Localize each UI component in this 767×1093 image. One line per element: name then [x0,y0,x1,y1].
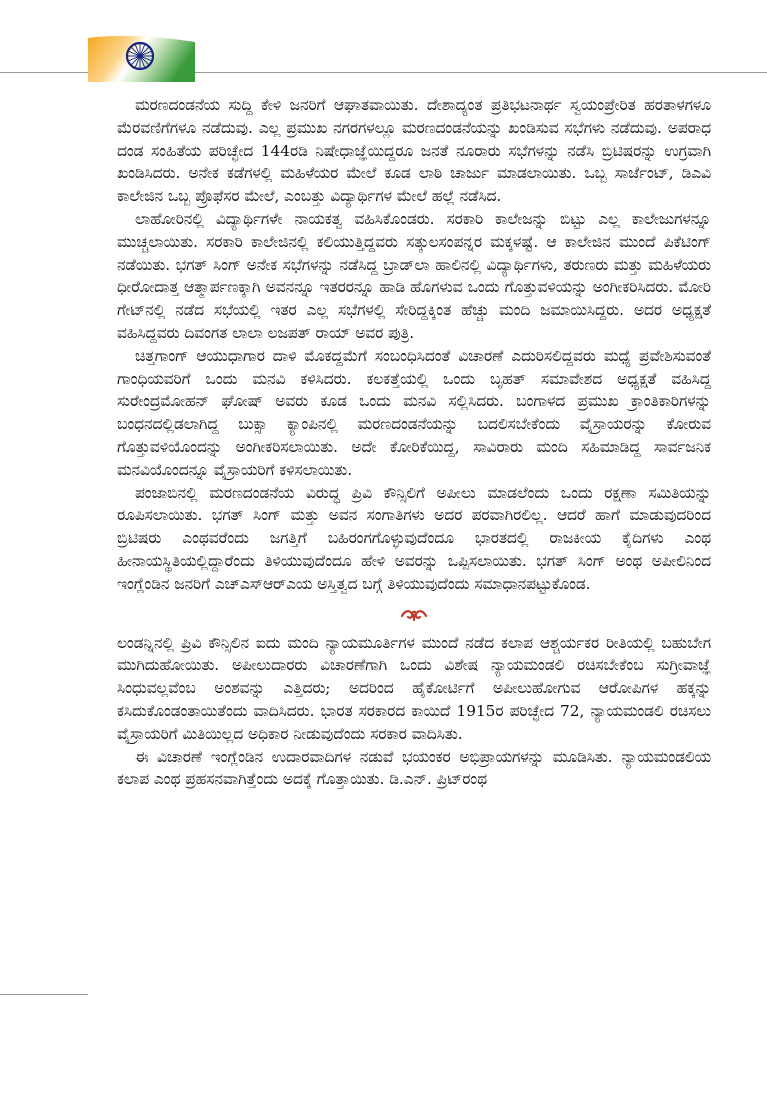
page-body [117,94,711,791]
footer-rule [0,994,88,995]
floral-ornament-icon [399,607,429,623]
section-divider [117,604,711,626]
paragraph-4: ಪಂಜಾಬಿನಲ್ಲಿ ಮರಣದಂಡನೆಯ ವಿರುದ್ಧ ಪ್ರಿವಿ ಕೌನ್ಸಿಲಿಗೆ ಅಪೀಲು ಮಾಡಲೆಂದು ಒಂದು ರಕ್ಷಣಾ ಸಮಿತಿಯನ್ನು ರೂಪಿಸಲಾಯಿತು. ಭಗತ್ ಸಿಂಗ್ ಮತ್ತು ಅವನ ಸಂಗಾತಿಗಳು ಅದರ ಪರವಾಗಿರಲಿಲ್ಲ. ಆದರೆ ಹಾಗೆ ಮಾಡುವುದರಿಂದ ಬ್ರಿಟಿಷರು ಎಂಥವರೆಂದು ಜಗತ್ತಿಗೆ ಬಹಿರಂಗಗೊಳ್ಳುವುದೆಂದೂ ಭಾರತದಲ್ಲಿ ರಾಜಕೀಯ ಕೈದಿಗಳು ಎಂಥ ಹೀನಾಯಸ್ಥಿತಿಯಲ್ಲಿದ್ದಾರೆಂದು ತಿಳಿಯುವುದೆಂದೂ ಹೇಳಿ ಅವರನ್ನು ಒಪ್ಪಿಸಲಾಯಿತು. ಭಗತ್ ಸಿಂಗ್ ಅಂಥ ಅಪೀಲಿನಿಂದ ಇಂಗ್ಲೆಂಡಿನ ಜನರಿಗೆ ಎಚ್‌ಎಸ್‌ಆರ್‌ಎಯ ಅಸ್ತಿತ್ವದ ಬಗ್ಗೆ ತಿಳಿಯುವುದೆಂದು ಸಮಾಧಾನಪಟ್ಟುಕೊಂಡ. [117,483,711,593]
india-flag-logo [88,34,195,82]
paragraph-3: ಚಿತ್ತಗಾಂಗ್ ಆಯುಧಾಗಾರ ದಾಳಿ ಮೊಕದ್ದಮೆಗೆ ಸಂಬಂಧಿಸಿದಂತೆ ವಿಚಾರಣೆ ಎದುರಿಸಲಿದ್ದವರು ಮಧ್ಯೆ ಪ್ರವೇಶಿಸುವಂತೆ ಗಾಂಧಿಯವರಿಗೆ ಒಂದು ಮನವಿ ಕಳಿಸಿದರು. ಕಲಕತ್ತೆಯಲ್ಲಿ ಒಂದು ಬೃಹತ್ ಸಮಾವೇಶದ ಅಧ್ಯಕ್ಷತೆ ವಹಿಸಿದ್ದ ಸುರೇಂದ್ರಮೋಹನ್ ಘೋಷ್ ಅವರು ಕೂಡ ಒಂದು ಮನವಿ ಸಲ್ಲಿಸಿದರು. ಬಂಗಾಳದ ಪ್ರಮುಖ ಕ್ರಾಂತಿಕಾರಿಗಳನ್ನು ಬಂಧನದಲ್ಲಿಡಲಾಗಿದ್ದ ಬುಕ್ಸಾ ಕ್ಯಾಂಪಿನಲ್ಲಿ ಮರಣದಂಡನೆಯನ್ನು ಬದಲಿಸಬೇಕೆಂದು ವೈಸ್ರಾಯರನ್ನು ಕೋರುವ ಗೊತ್ತುವಳಿಯೊಂದನ್ನು ಅಂಗೀಕರಿಸಲಾಯಿತು. ಅದೇ ಕೋರಿಕೆಯಿದ್ದ, ಸಾವಿರಾರು ಮಂದಿ ಸಹಿಮಾಡಿದ್ದ ಸಾರ್ವಜನಿಕ ಮನವಿಯೊಂದನ್ನೂ ವೈಸ್ರಾಯರಿಗೆ ಕಳಿಸಲಾಯಿತು. [117,346,711,479]
paragraph-1: ಮರಣದಂಡನೆಯ ಸುದ್ದಿ ಕೇಳಿ ಜನರಿಗೆ ಆಘಾತವಾಯಿತು. ದೇಶಾದ್ಯಂತ ಪ್ರತಿಭಟನಾರ್ಥ ಸ್ವಯಂಪ್ರೇರಿತ ಹರತಾಳಗಳೂ ಮೆರವಣಿಗೆಗಳೂ ನಡೆದುವು. ಎಲ್ಲ ಪ್ರಮುಖ ನಗರಗಳಲ್ಲೂ ಮರಣದಂಡನೆಯನ್ನು ಖಂಡಿಸುವ ಸಭೆಗಳು ನಡೆದುವು. ಅಪರಾಧ ದಂಡ ಸಂಹಿತೆಯ ಪರಿಚ್ಛೇದ 144ರಡಿ ನಿಷೇಧಾಜ್ಞೆಯಿದ್ದರೂ ಜನತೆ ನೂರಾರು ಸಭೆಗಳನ್ನು ನಡೆಸಿ ಬ್ರಿಟಿಷರನ್ನು ಉಗ್ರವಾಗಿ ಖಂಡಿಸಿದರು. ಅನೇಕ ಕಡೆಗಳಲ್ಲಿ ಮಹಿಳೆಯರ ಮೇಲೆ ಕೂಡ ಲಾಠಿ ಚಾರ್ಜು ಮಾಡಲಾಯಿತು. ಒಬ್ಬ ಸಾರ್ಜೆಂಟ್, ಡಿಎವಿ ಕಾಲೇಜಿನ ಒಬ್ಬ ಪ್ರೊಫೆಸರ ಮೇಲೆ, ಎಂಬತ್ತು ವಿದ್ಯಾರ್ಥಿಗಳ ಮೇಲೆ ಹಲ್ಲೆ ನಡೆಸಿದ. [117,96,711,206]
paragraph-6: ಈ ವಿಚಾರಣೆ ಇಂಗ್ಲೆಂಡಿನ ಉದಾರವಾದಿಗಳ ನಡುವೆ ಭಯಂಕರ ಅಭಿಪ್ರಾಯಗಳನ್ನು ಮೂಡಿಸಿತು. ನ್ಯಾಯಮಂಡಲಿಯ ಕಲಾಪ ಎಂಥ ಪ್ರಹಸನವಾಗಿತ್ತೆಂದು ಅದಕ್ಕೆ ಗೊತ್ತಾಯಿತು. ಡಿ.ಎನ್. ಪ್ರಿಟ್‌ರಂಥ [117,747,711,789]
paragraph-2: ಲಾಹೋರಿನಲ್ಲಿ ವಿದ್ಯಾರ್ಥಿಗಳೇ ನಾಯಕತ್ವ ವಹಿಸಿಕೊಂಡರು. ಸರಕಾರಿ ಕಾಲೇಜನ್ನು ಬಿಟ್ಟು ಎಲ್ಲ ಕಾಲೇಜುಗಳನ್ನೂ ಮುಚ್ಚಲಾಯಿತು. ಸರಕಾರಿ ಕಾಲೇಜಿನಲ್ಲಿ ಕಲಿಯುತ್ತಿದ್ದವರು ಸತ್ಕುಲಸಂಪನ್ನರ ಮಕ್ಕಳಷ್ಟೆ. ಆ ಕಾಲೇಜಿನ ಮುಂದೆ ಪಿಕೆಟಿಂಗ್ ನಡೆಯಿತು. ಭಗತ್ ಸಿಂಗ್ ಅನೇಕ ಸಭೆಗಳನ್ನು ನಡೆಸಿದ್ದ ಬ್ರಾಡ್‌ಲಾ ಹಾಲಿನಲ್ಲಿ ವಿದ್ಯಾರ್ಥಿಗಳು, ತರುಣರು ಮತ್ತು ಮಹಿಳೆಯರು ಧೀರೋದಾತ್ತ ಆತ್ಮಾರ್ಪಣಕ್ಕಾಗಿ ಅವನನ್ನೂ ಇತರರನ್ನೂ ಹಾಡಿ ಹೊಗಳುವ ಒಂದು ಗೊತ್ತುವಳಿಯನ್ನು ಅಂಗೀಕರಿಸಿದರು. ಮೋರಿ ಗೇಟ್‌ನಲ್ಲಿ ನಡೆದ ಸಭೆಯಲ್ಲಿ ಇತರ ಎಲ್ಲ ಸಭೆಗಳಲ್ಲಿ ಸೇರಿದ್ದಕ್ಕಿಂತ ಹೆಚ್ಚು ಮಂದಿ ಜಮಾಯಿಸಿದ್ದರು. ಅದರ ಅಧ್ಯಕ್ಷತೆ ವಹಿಸಿದ್ದವರು ದಿವಂಗತ ಲಾಲಾ ಲಜಪತ್ ರಾಯ್ ಅವರ ಪುತ್ರಿ. [117,209,711,342]
paragraph-5: ಲಂಡನ್ನಿನಲ್ಲಿ ಪ್ರಿವಿ ಕೌನ್ಸಿಲಿನ ಐದು ಮಂದಿ ನ್ಯಾಯಮೂರ್ತಿಗಳ ಮುಂದೆ ನಡೆದ ಕಲಾಪ ಆಶ್ಚರ್ಯಕರ ರೀತಿಯಲ್ಲಿ ಬಹುಬೇಗ ಮುಗಿದುಹೋಯಿತು. ಅಪೀಲುದಾರರು ವಿಚಾರಣೆಗಾಗಿ ಒಂದು ವಿಶೇಷ ನ್ಯಾಯಮಂಡಲಿ ರಚಿಸಬೇಕೆಂಬ ಸುಗ್ರೀವಾಜ್ಞೆ ಸಿಂಧುವಲ್ಲವೆಂಬ ಅಂಶವನ್ನು ಎತ್ತಿದರು; ಅದರಿಂದ ಹೈಕೋರ್ಟಿಗೆ ಅಪೀಲುಹೋಗುವ ಆರೋಪಿಗಳ ಹಕ್ಕನ್ನು ಕಸಿದುಕೊಂಡಂತಾಯಿತೆಂದು ವಾದಿಸಿದರು. ಭಾರತ ಸರಕಾರದ ಕಾಯಿದೆ 1915ರ ಪರಿಚ್ಛೇದ 72, ನ್ಯಾಯಮಂಡಲಿ ರಚಿಸಲು ವೈಸ್ರಾಯರಿಗೆ ಮಿತಿಯಿಲ್ಲದ ಅಧಿಕಾರ ನೀಡುವುದೆಂದು ಸರಕಾರ ವಾದಿಸಿತು. [117,633,711,743]
ashoka-chakra-icon [127,43,153,69]
